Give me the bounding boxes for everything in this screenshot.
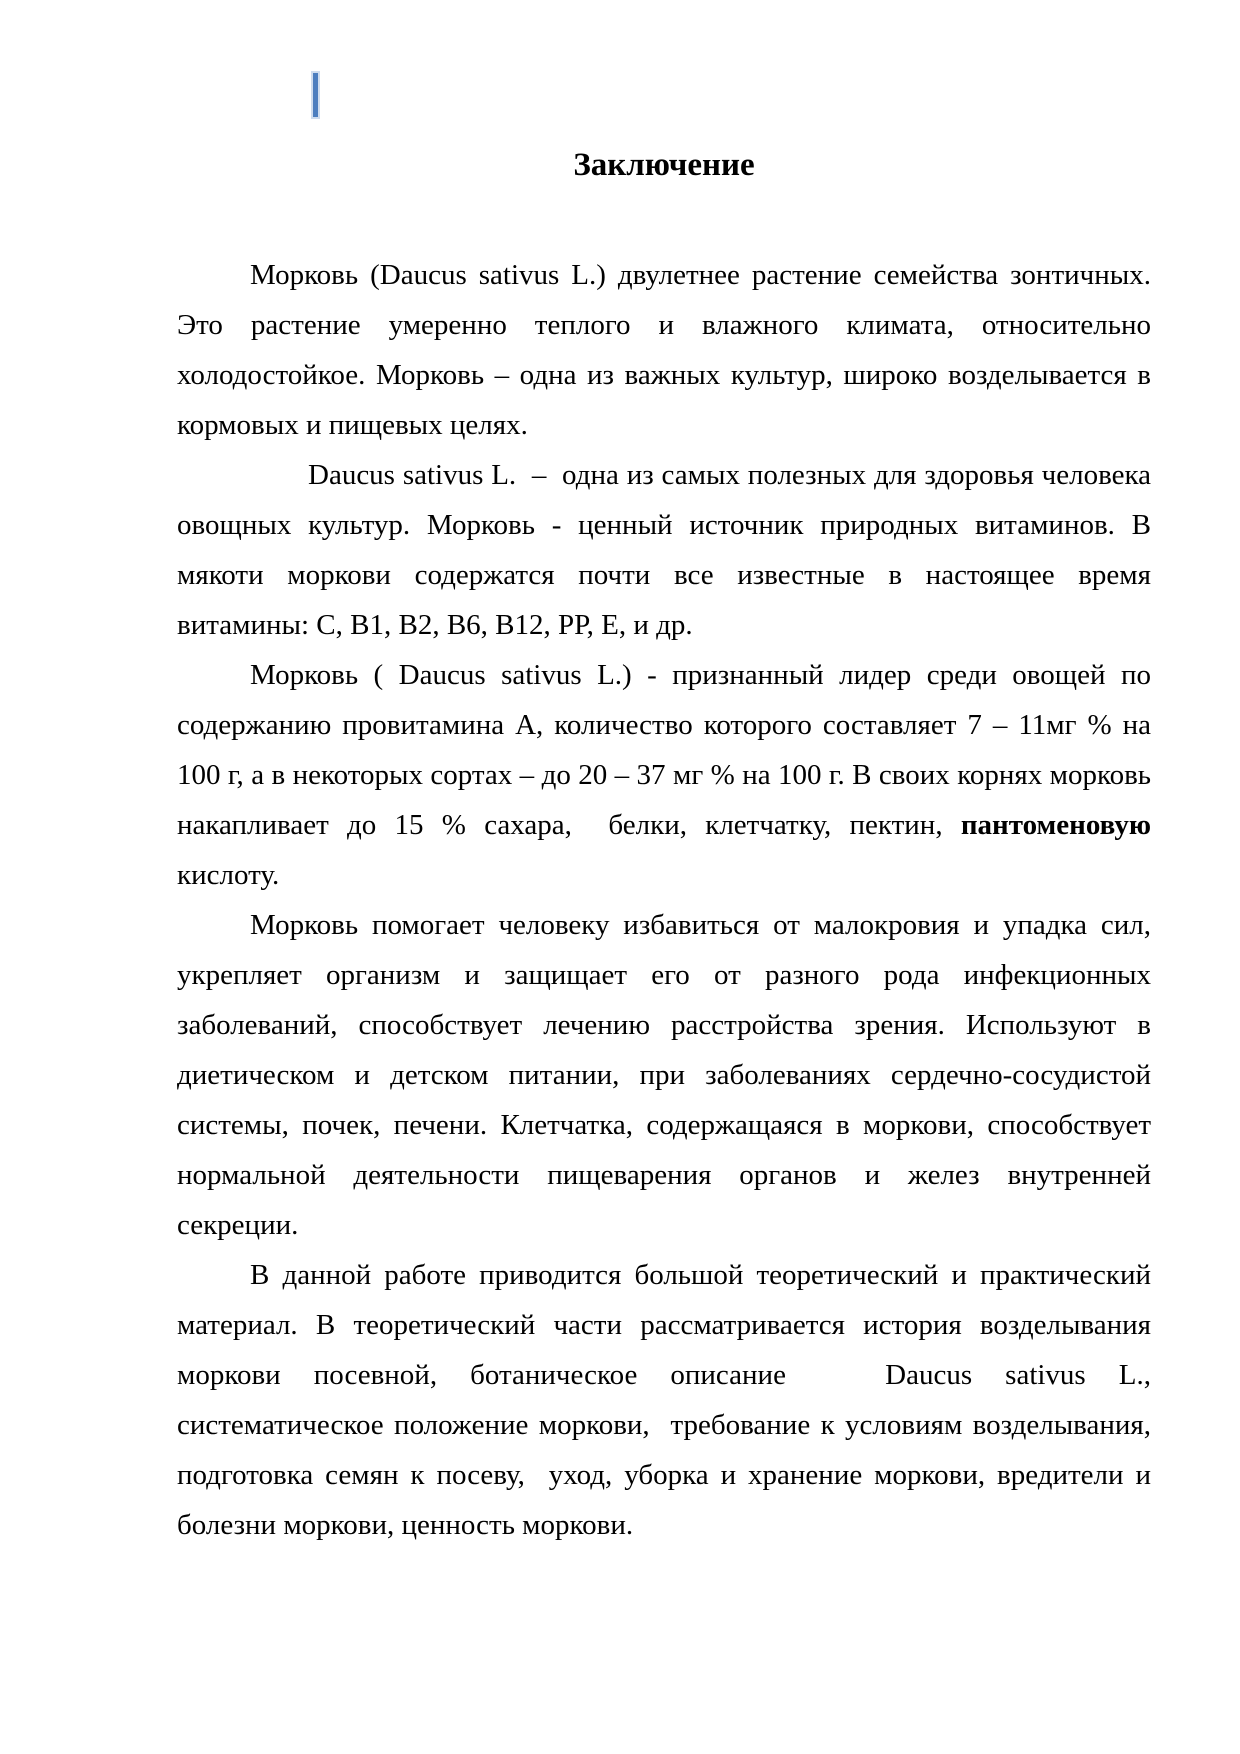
paragraph-segment: Морковь ( Daucus sativus L.) - признанный лидер среди овощей по содержанию провитамина А, количество которого составляет 7 – 11мг % на 100 г, а в некоторых сортах – до 20 – 37 мг % на 100 г. В своих корнях морковь накапливает до 15 % сахара, белки, клетчатку, пектин, bbox=[177, 659, 1159, 841]
paragraph[interactable]: Морковь помогает человеку избавиться от малокровия и упадка сил, укрепляет организм и защищает его от разного рода инфекционных заболеваний, способствует лечению расстройства зрения. Используют в диетическом и детском питании, при заболеваниях сердечно-сосудистой системы, почек, печени. Клетчатка, содержащаяся в моркови, способствует нормальной деятельности пищеварения органов и желез внутренней секреции. bbox=[177, 909, 1159, 1241]
page-title[interactable]: Заключение bbox=[573, 147, 755, 183]
paragraph-segment-bold: пантоменовую bbox=[960, 809, 1151, 841]
paragraph-segment: кислоту. bbox=[177, 809, 1159, 891]
document-content bbox=[177, 140, 1159, 1550]
paragraph[interactable]: Морковь (Daucus sativus L.) двулетнее растение семейства зонтичных. Это растение умеренно теплого и влажного климата, относительно холодостойкое. Морковь – одна из важных культур, широко возделывается в кормовых и пищевых целях. bbox=[177, 259, 1159, 441]
paragraph[interactable]: В данной работе приводится большой теоретический и практический материал. В теоретический части рассматривается история возделывания моркови посевной, ботаническое описание Daucus sativus L., систематическое положение моркови, требование к условиям возделывания, подготовка семян к посеву, уход, уборка и хранение моркови, вредители и болезни моркови, ценность моркови. bbox=[177, 1259, 1159, 1541]
text-cursor bbox=[313, 73, 318, 117]
paragraph[interactable]: Daucus sativus L. – одна из самых полезных для здоровья человека овощных культур. Морковь - ценный источник природных витаминов. В мякоти моркови содержатся почти все известные в настоящее время витамины: С, В1, В2, В6, В12, РР, Е, и др. bbox=[177, 459, 1159, 641]
paragraph[interactable] bbox=[177, 650, 1159, 900]
